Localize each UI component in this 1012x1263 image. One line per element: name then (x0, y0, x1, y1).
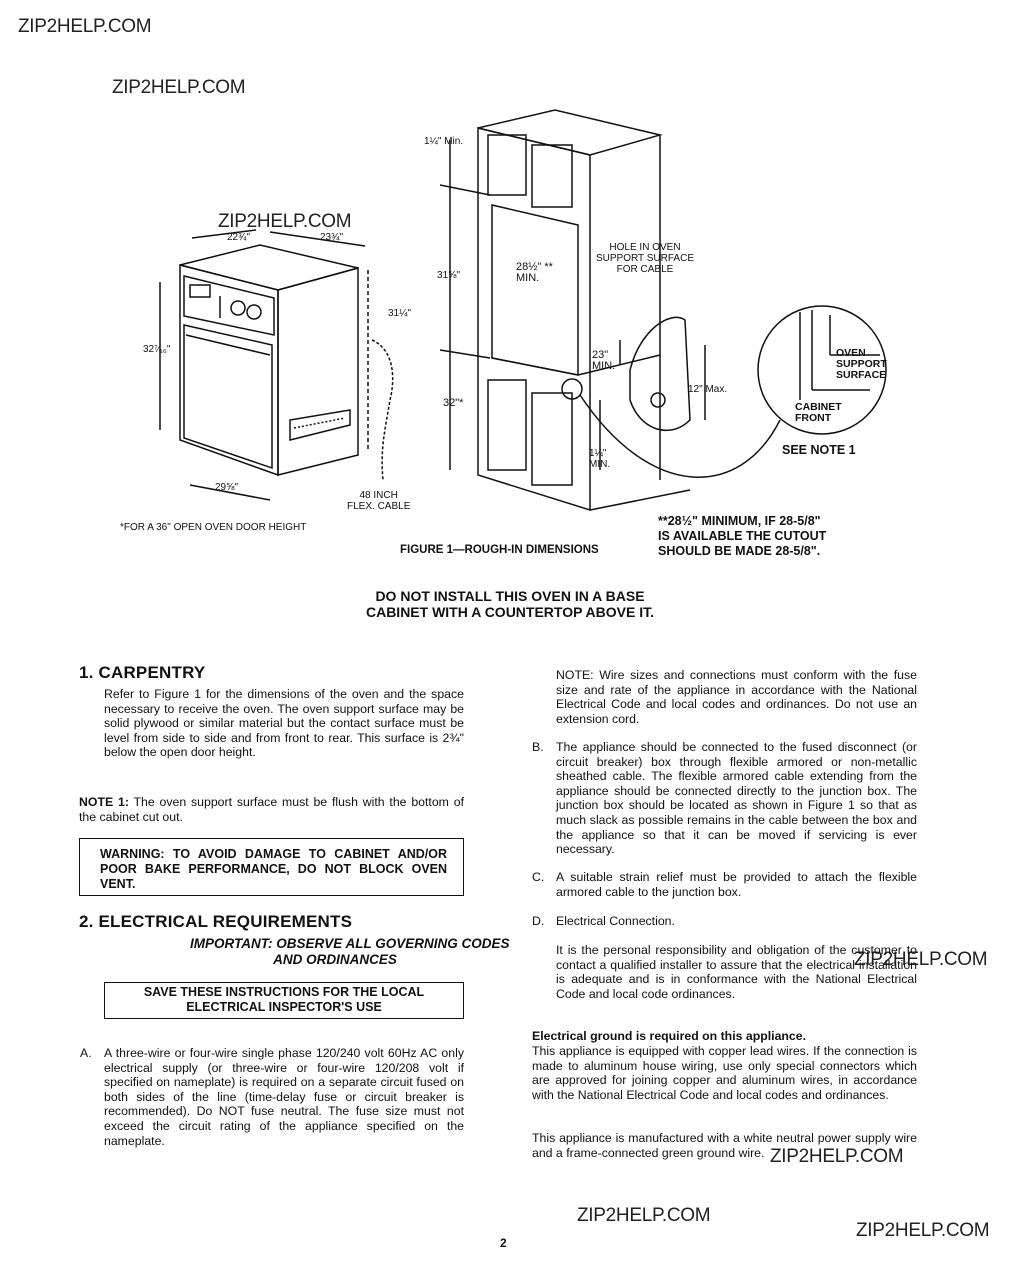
note1-text: The oven support surface must be flush with the bottom of the cabinet cut out. (79, 795, 464, 824)
item-a-text: A three-wire or four-wire single phase 120/240 volt 60Hz AC only electrical supply (or three-wire or four-wire 120/208 volt if specified on nameplate) is required on a separate circuit fused on both sides of the line (time-delay fuse or circuit breaker is recommended). Do NOT fuse neutral. The fuse size must not exceed the circuit rating of the appliance specified on the nameplate. (104, 1046, 464, 1148)
figure-caption: FIGURE 1—ROUGH-IN DIMENSIONS (400, 544, 599, 556)
dim-left-width: 22¾" (227, 232, 251, 243)
ground-heading: Electrical ground is required on this appliance. (532, 1029, 807, 1043)
watermark: ZIP2HELP.COM (112, 77, 246, 98)
warning-box-text: WARNING: TO AVOID DAMAGE TO CABINET AND/OR POOR BAKE PERFORMANCE, DO NOT BLOCK OVEN VENT. (100, 847, 447, 891)
cutout-width: 28½" ** MIN. (516, 261, 553, 284)
install-warning: DO NOT INSTALL THIS OVEN IN A BASE CABINET WITH A COUNTERTOP ABOVE IT. (365, 588, 655, 620)
carpentry-heading: 1. CARPENTRY (79, 663, 206, 682)
watermark: ZIP2HELP.COM (577, 1205, 711, 1226)
oven-drawing (160, 230, 393, 500)
item-d-paragraph: It is the personal responsibility and obligation of the customer to contact a qualified installer to assure that the electrical installation is adequate and is in conformance with the National Electrical Code and local code ordinances. (556, 943, 917, 1001)
cabinet-front-label: CABINET FRONT (795, 401, 842, 424)
carpentry-text: Refer to Figure 1 for the dimensions of the oven and the space necessary to receive the oven. The oven support surface may be solid plywood or similar material but the contact surface must be level from side to side and from front to rear. This surface is 2¾" below the open door height. (104, 687, 464, 760)
note1-label: NOTE 1: (79, 795, 129, 809)
watermark: ZIP2HELP.COM (854, 949, 988, 970)
dim-depth-top: 23¾" (320, 232, 344, 243)
min-top: 1¼" Min. (424, 136, 464, 147)
dim-23: 23" MIN. (592, 349, 616, 372)
item-b-label: B. (532, 740, 544, 754)
warning-box (79, 838, 464, 896)
save-instructions-box (104, 982, 464, 1019)
rough-in-figure (0, 0, 1012, 600)
dim-height: 32⁷⁄₁₆" (143, 344, 171, 355)
page-number: 2 (500, 1236, 507, 1250)
item-c-text: A suitable strain relief must be provided to attach the flexible armored cable to the junction box. (556, 870, 917, 899)
dim-side: 31¼" (388, 308, 412, 319)
item-b-text: The appliance should be connected to the fused disconnect (or circuit breaker) box through flexible armored or non-metallic sheathed cable. The flexible armored cable extending from the appliance should be connected directly to the junction box. The junction box should be located as shown in Figure 1 so that as much slack as possible remains in the cable between the box and the appliance so that it can be moved if servicing is ever necessary. (556, 740, 917, 857)
min-bottom: 1¼" MIN. (589, 448, 611, 470)
watermark: ZIP2HELP.COM (218, 211, 352, 232)
watermark: ZIP2HELP.COM (856, 1220, 990, 1241)
item-d-label: D. (532, 914, 545, 928)
hole-label: HOLE IN OVEN SUPPORT SURFACE FOR CABLE (596, 242, 694, 275)
see-note-label: SEE NOTE 1 (782, 443, 856, 457)
footnote-star: *FOR A 36" OPEN OVEN DOOR HEIGHT (120, 522, 307, 533)
note1 (79, 795, 464, 824)
cable-label: 48 INCH FLEX. CABLE (347, 490, 411, 512)
dim-12: 12" Max. (688, 384, 728, 395)
cutout-height: 31⅝" (437, 270, 461, 281)
watermark: ZIP2HELP.COM (770, 1146, 904, 1167)
ground-text: This appliance is equipped with copper lead wires. If the connection is made to aluminum house wiring, use only special connectors which are approved for joining copper and aluminum wires, in accordance with the National Electrical Code and local codes and ordinances. (532, 1044, 917, 1102)
item-d-text: Electrical Connection. (556, 914, 675, 928)
watermark: ZIP2HELP.COM (18, 16, 152, 37)
dim-bottom-width: 29⅝" (215, 482, 239, 493)
wire-note: NOTE: Wire sizes and connections must conform with the fuse size and rate of the appliance in accordance with the National Electrical Code and local codes and ordinances. Do not use an extension cord. (556, 668, 917, 726)
important-note: IMPORTANT: OBSERVE ALL GOVERNING CODES AND ORDINANCES (190, 936, 510, 967)
electrical-heading: 2. ELECTRICAL REQUIREMENTS (79, 912, 353, 931)
double-star-note: **28½" MINIMUM, IF 28-5/8" IS AVAILABLE THE CUTOUT SHOULD BE MADE 28-5/8". (658, 514, 827, 558)
item-a-label: A. (80, 1046, 92, 1060)
item-c-label: C. (532, 870, 545, 884)
dim-32: 32"* (443, 397, 464, 409)
neutral-text: This appliance is manufactured with a white neutral power supply wire and a frame-connected green ground wire. (532, 1131, 917, 1160)
save-box-text: SAVE THESE INSTRUCTIONS FOR THE LOCAL ELECTRICAL INSPECTOR'S USE (143, 985, 425, 1014)
oven-support-surface-label: OVEN SUPPORT SURFACE (836, 347, 887, 381)
